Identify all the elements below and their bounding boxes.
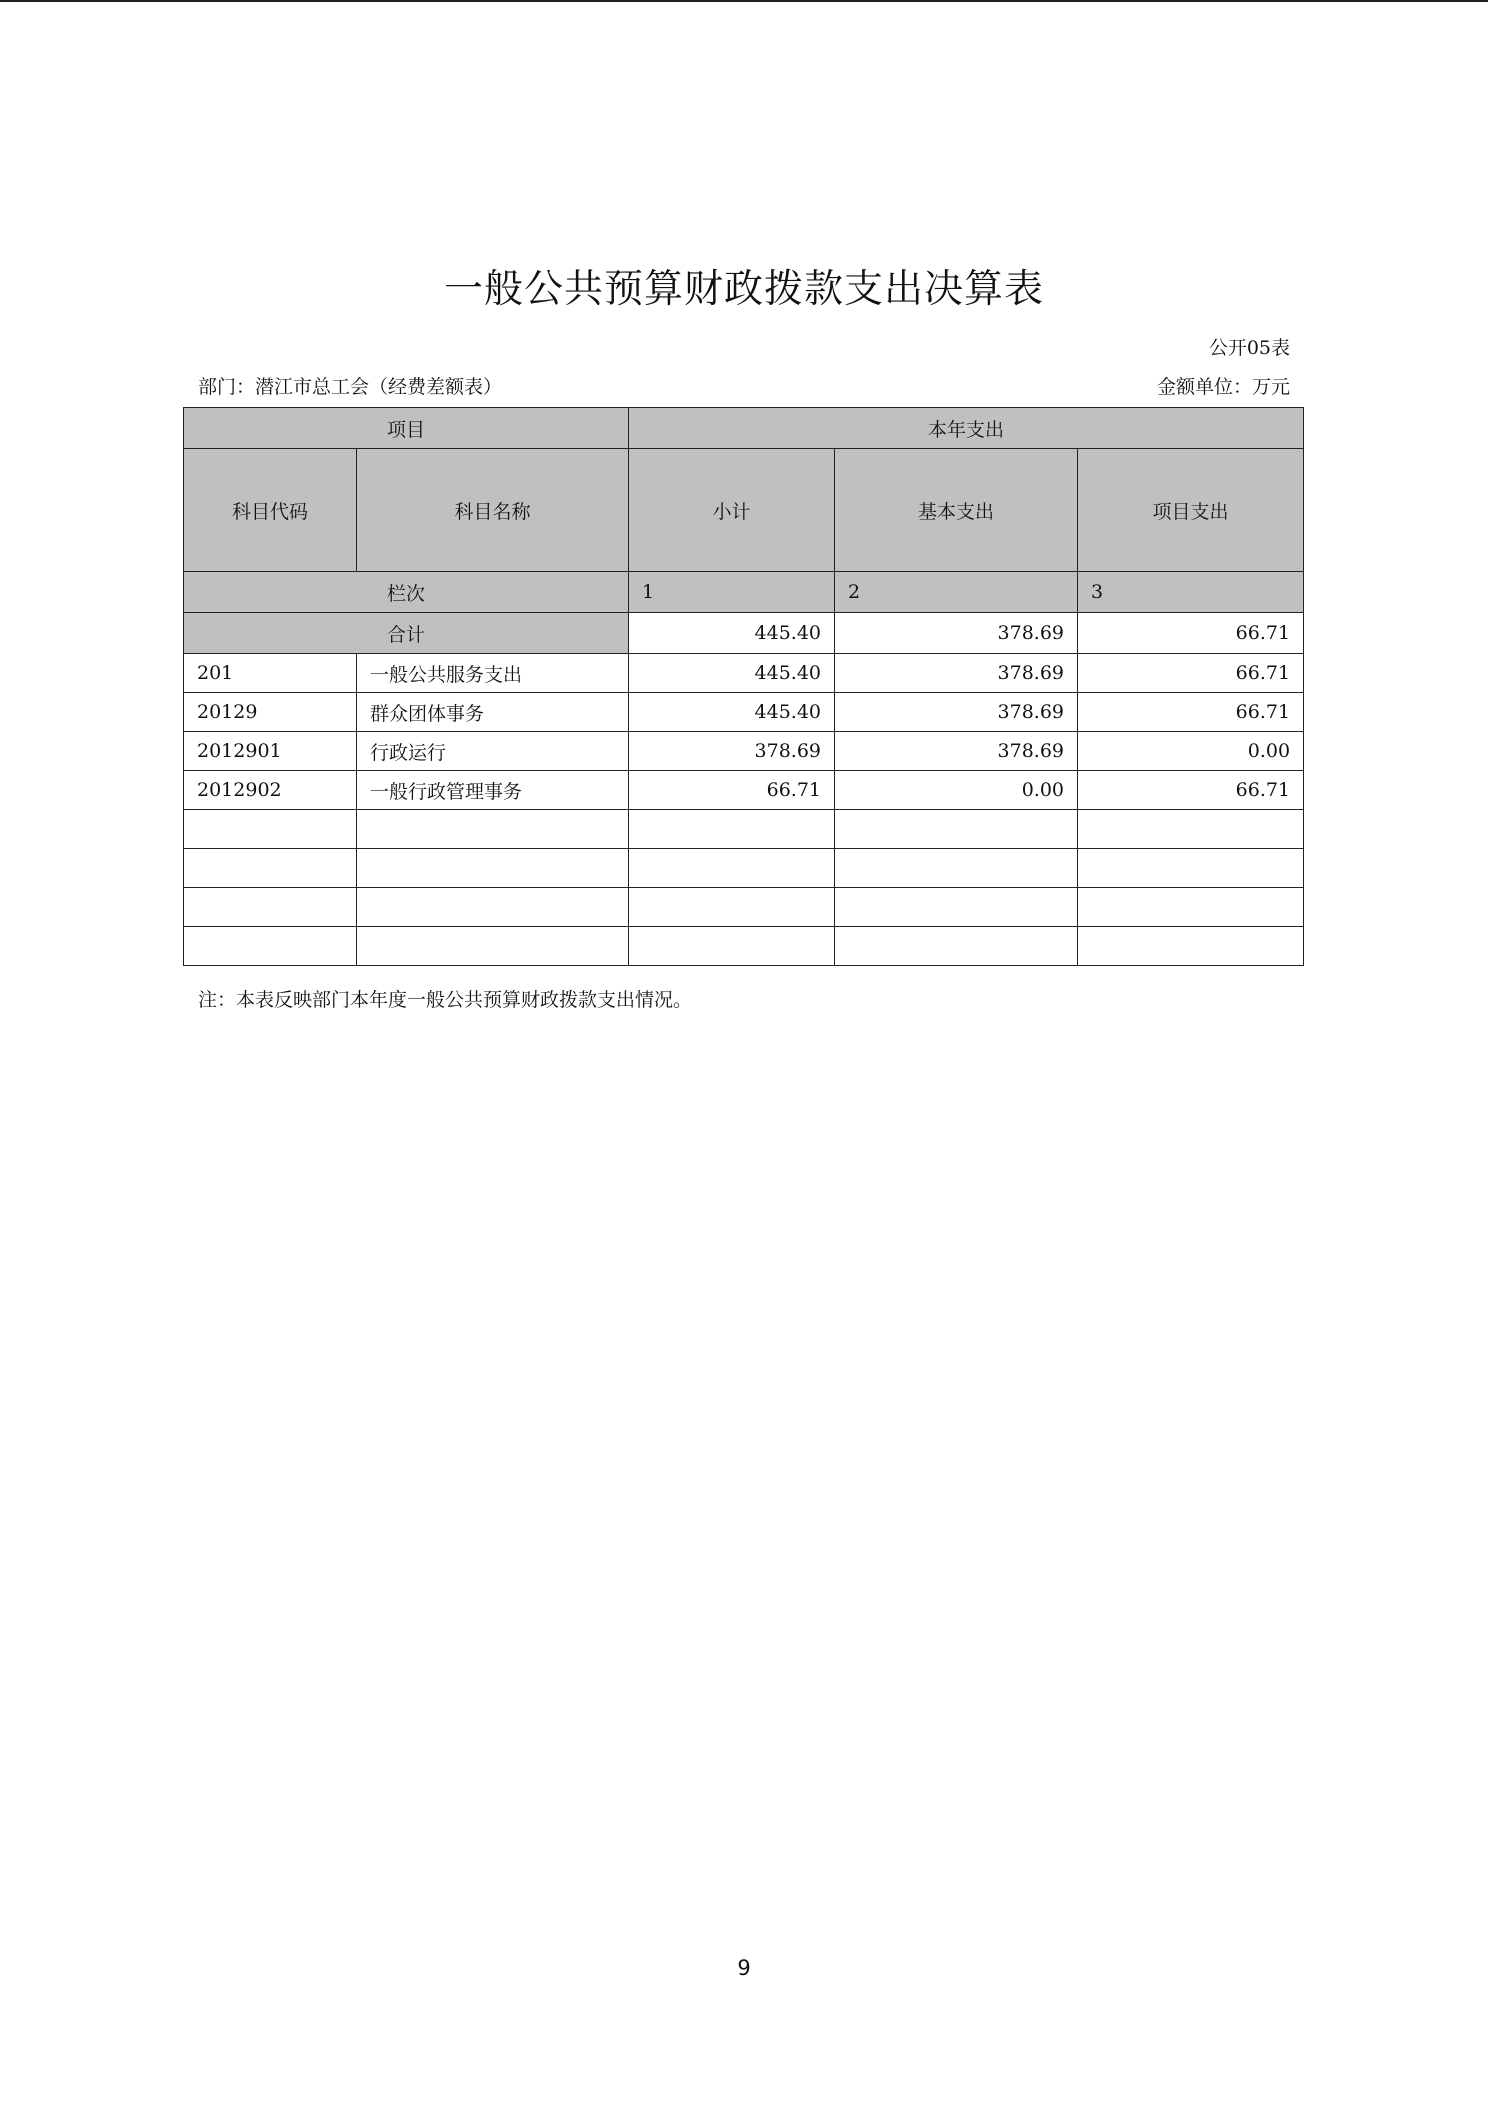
column-index-2: 2 [835, 572, 1078, 613]
cell-subtotal [629, 849, 835, 888]
cell-subtotal: 66.71 [629, 771, 835, 810]
cell-basic: 378.69 [835, 732, 1078, 771]
cell-project [1078, 810, 1304, 849]
cell-project: 0.00 [1078, 732, 1304, 771]
cell-subject-code: 201 [184, 654, 357, 693]
table-row [184, 927, 1304, 966]
total-subtotal: 445.40 [629, 613, 835, 654]
table-note: 注：本表反映部门本年度一般公共预算财政拨款支出情况。 [198, 989, 693, 1011]
cell-subject-code [184, 927, 357, 966]
cell-subject-name: 一般行政管理事务 [357, 771, 629, 810]
total-project: 66.71 [1078, 613, 1304, 654]
header-project: 项目 [184, 408, 629, 449]
cell-project [1078, 849, 1304, 888]
cell-basic [835, 849, 1078, 888]
column-index-row [184, 572, 1304, 613]
cell-subject-name [357, 888, 629, 927]
cell-basic: 378.69 [835, 693, 1078, 732]
top-border-rule [0, 0, 1488, 2]
page-number: 9 [737, 1956, 751, 1980]
header-subtotal: 小计 [629, 449, 835, 572]
cell-subject-name [357, 927, 629, 966]
cell-project [1078, 927, 1304, 966]
cell-subtotal [629, 927, 835, 966]
cell-subject-name [357, 849, 629, 888]
cell-basic [835, 888, 1078, 927]
cell-subject-code [184, 810, 357, 849]
cell-subject-code [184, 849, 357, 888]
cell-project: 66.71 [1078, 693, 1304, 732]
cell-subject-code [184, 888, 357, 927]
document-title: 一般公共预算财政拨款支出决算表 [443, 267, 1044, 312]
cell-subtotal: 445.40 [629, 654, 835, 693]
cell-basic: 378.69 [835, 654, 1078, 693]
total-basic: 378.69 [835, 613, 1078, 654]
cell-subject-name: 群众团体事务 [357, 693, 629, 732]
table-row [184, 771, 1304, 810]
cell-basic [835, 927, 1078, 966]
cell-subject-name [357, 810, 629, 849]
cell-project [1078, 888, 1304, 927]
table-row [184, 888, 1304, 927]
cell-basic: 0.00 [835, 771, 1078, 810]
column-index-3: 3 [1078, 572, 1304, 613]
cell-subtotal: 378.69 [629, 732, 835, 771]
cell-project: 66.71 [1078, 771, 1304, 810]
expenditure-table [183, 407, 1304, 966]
table-row [184, 654, 1304, 693]
cell-subject-name: 行政运行 [357, 732, 629, 771]
cell-subject-code: 2012902 [184, 771, 357, 810]
header-subject-code: 科目代码 [184, 449, 357, 572]
cell-subject-name: 一般公共服务支出 [357, 654, 629, 693]
header-project-expenditure: 项目支出 [1078, 449, 1304, 572]
header-basic-expenditure: 基本支出 [835, 449, 1078, 572]
header-row-1 [184, 408, 1304, 449]
column-index-1: 1 [629, 572, 835, 613]
header-subject-name: 科目名称 [357, 449, 629, 572]
cell-subtotal: 445.40 [629, 693, 835, 732]
header-row-2 [184, 449, 1304, 572]
cell-subtotal [629, 810, 835, 849]
amount-unit-label: 金额单位：万元 [1156, 376, 1290, 398]
header-current-year-expenditure: 本年支出 [629, 408, 1304, 449]
table-row [184, 732, 1304, 771]
cell-subject-code: 2012901 [184, 732, 357, 771]
cell-subtotal [629, 888, 835, 927]
total-label: 合计 [184, 613, 629, 654]
table-row [184, 849, 1304, 888]
total-row [184, 613, 1304, 654]
table-row [184, 810, 1304, 849]
cell-basic [835, 810, 1078, 849]
table-row [184, 693, 1304, 732]
form-number: 公开05表 [1208, 337, 1290, 359]
cell-project: 66.71 [1078, 654, 1304, 693]
department-label: 部门：潜江市总工会（经费差额表） [198, 376, 503, 398]
cell-subject-code: 20129 [184, 693, 357, 732]
column-index-label: 栏次 [184, 572, 629, 613]
